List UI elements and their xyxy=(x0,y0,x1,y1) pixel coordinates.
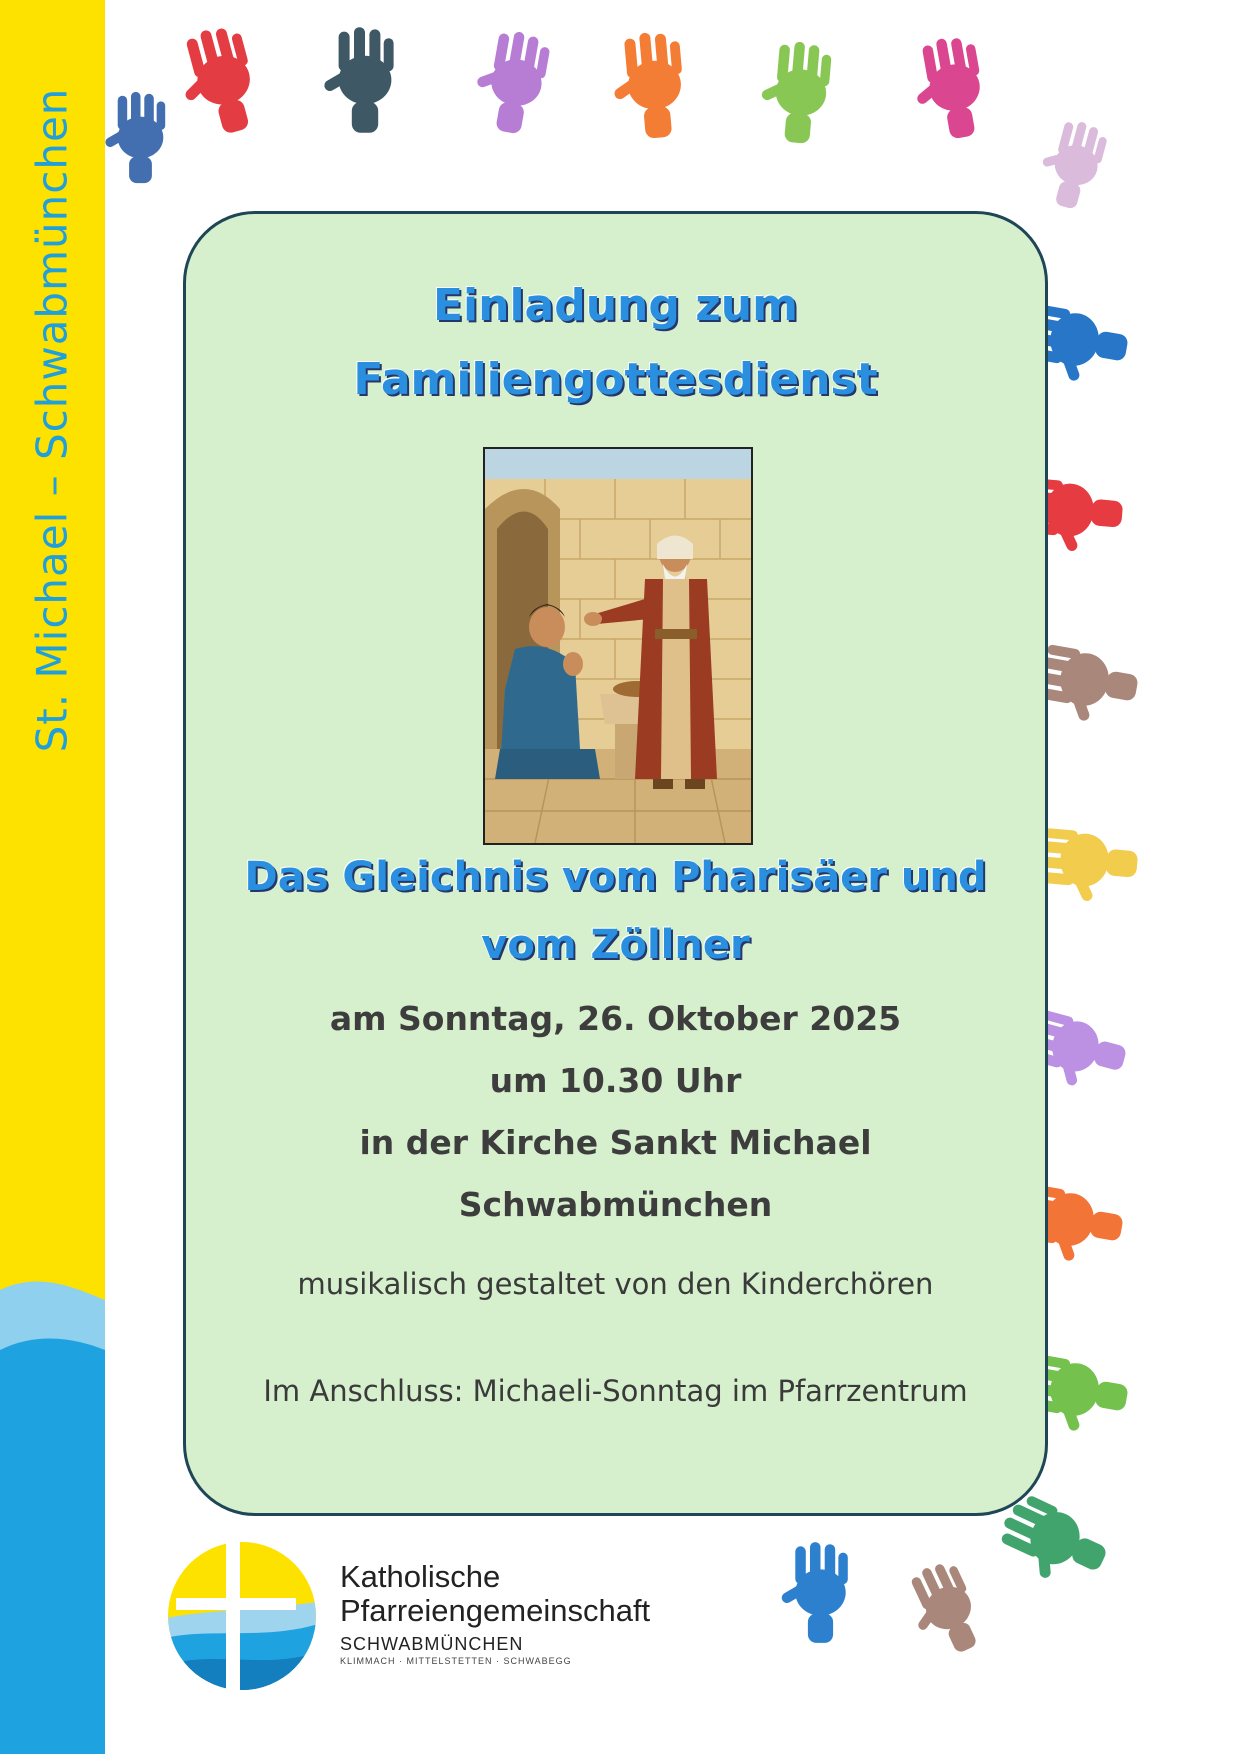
hand-print-icon xyxy=(893,27,1016,159)
hand-print-icon xyxy=(453,22,576,154)
hand-print-icon xyxy=(310,25,420,146)
event-time: um 10.30 Uhr xyxy=(489,1061,742,1100)
hand-print-icon xyxy=(595,25,715,155)
invitation-title-line1: Einladung zum xyxy=(433,280,798,331)
parable-title-line1: Das Gleichnis vom Pharisäer und xyxy=(244,854,987,900)
logo-line1: Katholische xyxy=(340,1559,501,1594)
logo-line2: Pfarreiengemeinschaft xyxy=(340,1593,651,1628)
event-location-line2: Schwabmünchen xyxy=(458,1185,773,1224)
hand-print-icon xyxy=(743,36,858,160)
hand-print-icon xyxy=(1019,110,1132,229)
parable-illustration xyxy=(483,447,753,845)
followup-note: Im Anschluss: Michaeli-Sonntag im Pfarrzentrum xyxy=(263,1374,968,1408)
parish-logo-icon xyxy=(166,1540,318,1692)
invitation-card xyxy=(183,211,1048,1516)
event-location-line1: in der Kirche Sankt Michael xyxy=(359,1123,872,1162)
logo-line4: KLIMMACH · MITTELSTETTEN · SCHWABEGG xyxy=(340,1656,572,1666)
side-band xyxy=(0,0,105,1754)
event-date: am Sonntag, 26. Oktober 2025 xyxy=(329,999,902,1038)
invitation-title-line2: Familiengottesdienst xyxy=(353,354,878,405)
logo-line3: SCHWABMÜNCHEN xyxy=(340,1634,524,1654)
hand-print-icon xyxy=(768,1540,873,1656)
side-banner-title: St. Michael – Schwabmünchen xyxy=(27,87,77,753)
parable-title-line2: vom Zöllner xyxy=(481,922,750,968)
parish-logo-text xyxy=(340,1560,650,1666)
music-note: musikalisch gestaltet von den Kinderchören xyxy=(297,1267,934,1301)
